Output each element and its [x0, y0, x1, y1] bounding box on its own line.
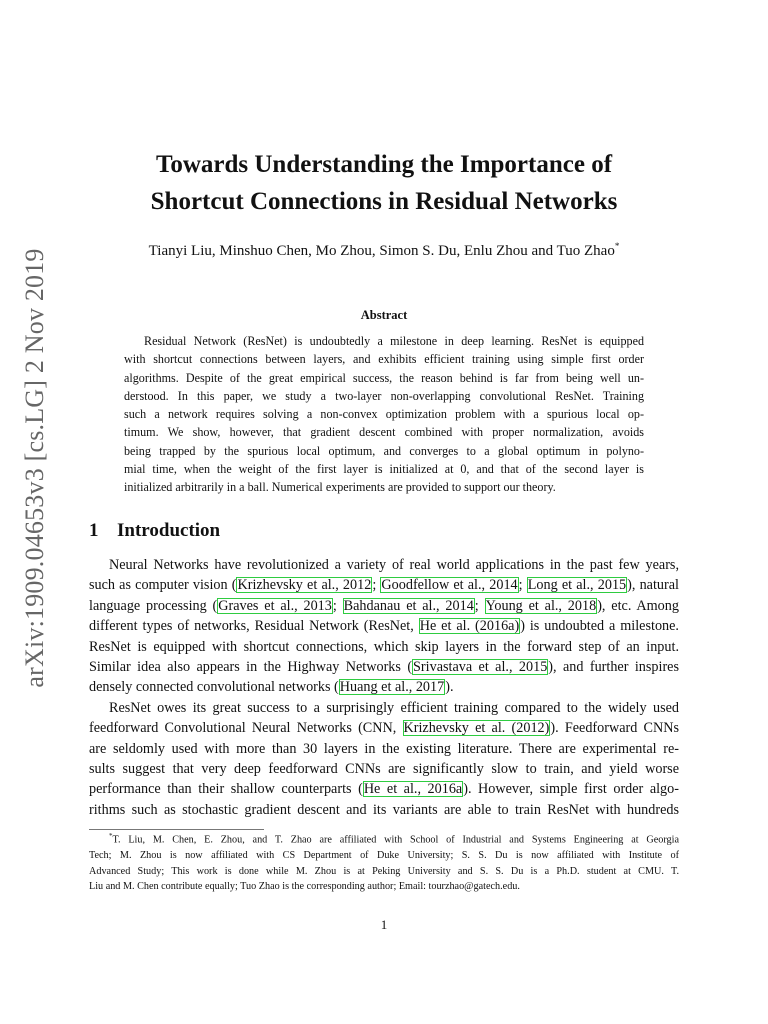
abstract-line: Residual Network (ResNet) is undoubtedly a milestone in deep learning. ResNet is equipped	[144, 334, 644, 348]
author-footnote	[89, 829, 679, 895]
intro-line	[89, 575, 679, 595]
intro-text: ).	[445, 679, 454, 696]
intro-text: ), natural	[627, 577, 679, 594]
intro-text: ;	[372, 577, 381, 594]
abstract-line: timum. We show, however, that gradient descent combined with proper normalization, avoids	[124, 425, 644, 440]
intro-text: ). Feedforward CNNs	[550, 720, 679, 737]
intro-text: such as computer vision (	[89, 577, 237, 594]
footnote-line	[89, 829, 679, 848]
intro-line: Neural Networks have revolutionized a variety of real world applications in the past few years,	[109, 557, 679, 573]
intro-line: ResNet owes its great success to a surprisingly efficient training compared to the widely used	[109, 699, 679, 716]
intro-text: ) is undoubted a milestone.	[520, 618, 679, 635]
title-line-2: Shortcut Connections in Residual Networks	[150, 188, 618, 215]
intro-text: feedforward Convolutional Neural Networks (CNN,	[89, 720, 403, 737]
citation-link[interactable]: Huang et al., 2017	[339, 679, 445, 696]
intro-text: performance than their shallow counterparts (	[89, 781, 363, 798]
footnote-mark: *	[109, 832, 113, 840]
abstract-line: mial time, when the weight of the first layer is initialized at 0, and that of the second layer is	[124, 462, 644, 477]
intro-line	[89, 616, 679, 636]
intro-text: ;	[518, 577, 527, 594]
abstract-line: algorithms. Despite of the great empirical success, the reason behind is far from being well un-	[124, 370, 644, 385]
abstract-line: initialized arbitrarily in a ball. Numerical experiments are provided to support our theory.	[124, 480, 556, 495]
citation-link[interactable]: Srivastava et al., 2015	[413, 658, 548, 675]
intro-text: different types of networks, Residual Network (ResNet,	[89, 618, 419, 635]
abstract-line: derstood. In this paper, we study a two-layer non-overlapping convolutional ResNet. Training	[124, 388, 644, 403]
citation-link[interactable]: Bahdanau et al., 2014	[343, 597, 474, 614]
section-number: 1	[89, 520, 99, 541]
citation-link[interactable]: Krizhevsky et al., 2012	[237, 577, 372, 594]
citation-link[interactable]: Young et al., 2018	[485, 597, 597, 614]
citation-link[interactable]: Goodfellow et al., 2014	[381, 577, 518, 594]
intro-line: rithms such as stochastic gradient descent and its variants are able to train ResNet with hundreds	[89, 801, 679, 818]
abstract-line: being trapped by the spurious local optimum, and converges to a global optimum in polyno-	[124, 443, 644, 458]
citation-link[interactable]: He et al. (2016a)	[419, 618, 520, 635]
introduction-body	[89, 555, 679, 820]
section-title: Introduction	[117, 520, 221, 541]
abstract-heading: Abstract	[360, 308, 408, 322]
abstract-line: with shortcut connections between layers, and exhibits efficient training using simple first order	[124, 352, 644, 367]
intro-text: ), etc. Among	[597, 597, 679, 614]
citation-link[interactable]: Long et al., 2015	[527, 577, 627, 594]
footnote-text: T. Liu, M. Chen, E. Zhou, and T. Zhao are affiliated with School of Industrial and Systems Engineering at Georgia	[112, 834, 679, 846]
section-heading-introduction	[89, 520, 220, 542]
intro-line	[89, 677, 679, 697]
intro-text: ), and further inspires	[548, 658, 679, 675]
abstract-body	[124, 332, 644, 497]
intro-text: ;	[332, 597, 343, 614]
paper-title	[80, 146, 688, 220]
footnote-line: Liu and M. Chen contribute equally; Tuo Zhao is the corresponding author; Email: tourzhao@gatech.edu.	[89, 881, 520, 893]
intro-text: densely connected convolutional networks (	[89, 679, 339, 696]
intro-line: are seldomly used with more than 30 layers in the existing literature. There are experimental re-	[89, 740, 679, 757]
intro-text: language processing (	[89, 597, 218, 614]
intro-text: ). However, simple first order algo-	[463, 781, 679, 798]
intro-line: ResNet is equipped with shortcut connections, which skip layers in the forward step of an input.	[89, 638, 679, 655]
intro-line	[89, 657, 679, 677]
abstract-line: such a network requires solving a non-convex optimization problem with a spurious local op-	[124, 407, 644, 422]
intro-text: ;	[474, 597, 485, 614]
author-footnote-mark[interactable]: *	[614, 241, 620, 251]
footnote-line: Tech; M. Zhou is now affiliated with CS Department of Duke University; S. S. Du is now affiliated with Institute of	[89, 849, 679, 861]
intro-line	[89, 779, 679, 799]
intro-line: sults suggest that very deep feedforward CNNs are significantly slow to train, and yield worse	[89, 760, 679, 777]
arxiv-stamp: arXiv:1909.04653v3 [cs.LG] 2 Nov 2019	[20, 248, 49, 688]
page-number: 1	[380, 917, 388, 932]
author-list	[80, 236, 688, 261]
intro-line	[89, 596, 679, 616]
citation-link[interactable]: He et al., 2016a	[363, 781, 463, 798]
citation-link[interactable]: Graves et al., 2013	[218, 597, 332, 614]
intro-text: Similar idea also appears in the Highway Networks (	[89, 658, 413, 675]
footnote-line: Advanced Study; This work is done while M. Zhou is at Peking University and S. S. Du is a Ph.D. student at CMU. T.	[89, 865, 679, 877]
intro-line	[89, 718, 679, 738]
title-line-1: Towards Understanding the Importance of	[155, 151, 613, 178]
citation-link[interactable]: Krizhevsky et al. (2012)	[403, 720, 550, 737]
author-names: Tianyi Liu, Minshuo Chen, Mo Zhou, Simon S. Du, Enlu Zhou and Tuo Zhao	[148, 243, 615, 259]
